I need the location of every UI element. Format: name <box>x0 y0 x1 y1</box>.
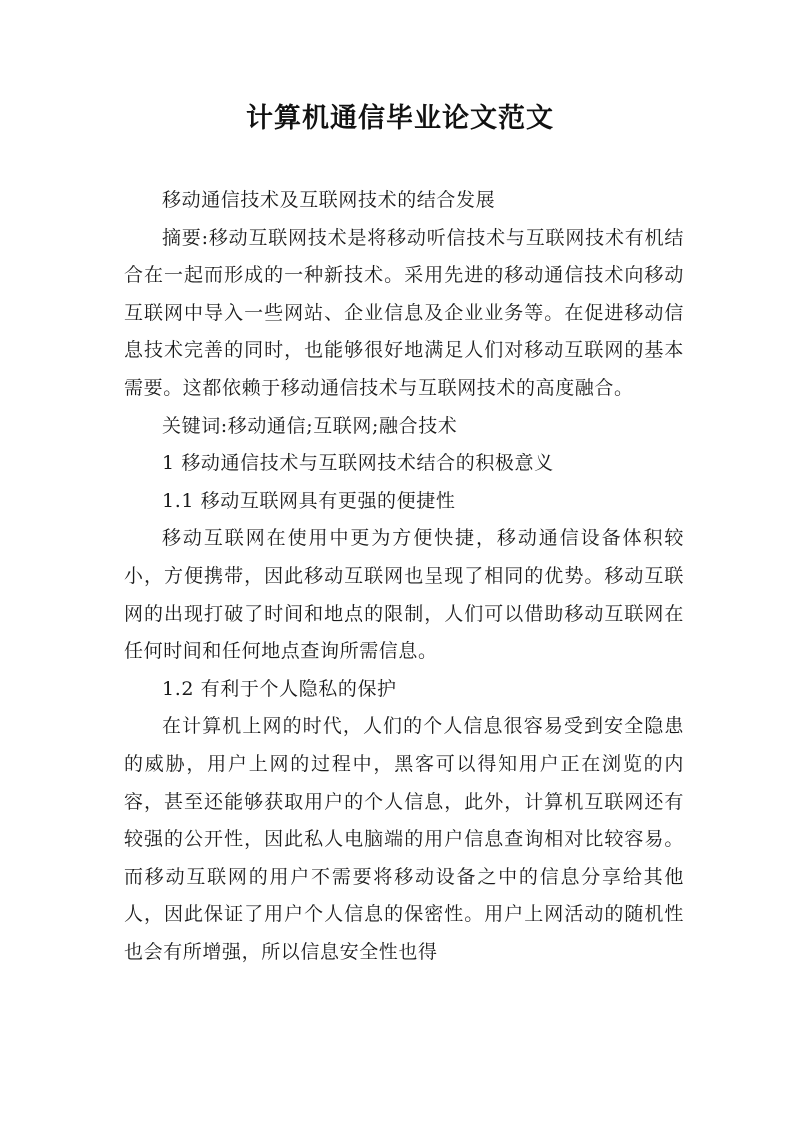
section-heading: 移动通信技术及互联网技术的结合发展 <box>162 189 496 211</box>
heading-1-2: 1.2 有利于个人隐私的保护 <box>162 677 397 700</box>
page-title: 计算机通信毕业论文范文 <box>246 103 554 134</box>
body-paragraph: 移动互联网在使用中更为方便快捷，移动通信设备体积较小，方便携带，因此移动互联网也呈现了相同的优势。移动互联网的出现打破了时间和地点的限制，人们可以借助移动互联网在任何时间和任何地点查询所需信息。 <box>124 527 684 663</box>
abstract-paragraph: 摘要:移动互联网技术是将移动听信技术与互联网技术有机结合在一起而形成的一种新技术。采用先进的移动通信技术向移动互联网中导入一些网站、企业信息及企业业务等。在促进移动信息技术完善的同时，也能够很好地满足人们对移动互联网的基本需要。这都依赖于移动通信技术与互联网技术的高度融合。 <box>124 226 684 399</box>
heading-1: 1 移动通信技术与互联网技术结合的积极意义 <box>162 452 554 475</box>
document-body <box>124 182 684 971</box>
keywords-line: 关键词:移动通信;互联网;融合技术 <box>162 414 458 437</box>
heading-1-1: 1.1 移动互联网具有更强的便捷性 <box>162 489 456 512</box>
body-paragraph: 在计算机上网的时代，人们的个人信息很容易受到安全隐患的威胁，用户上网的过程中，黑客可以得知用户正在浏览的内容，甚至还能够获取用户的个人信息，此外，计算机互联网还有较强的公开性，因此私人电脑端的用户信息查询相对比较容易。而移动互联网的用户不需要将移动设备之中的信息分享给其他人，因此保证了用户个人信息的保密性。用户上网活动的随机性也会有所增强，所以信息安全性也得 <box>124 715 684 963</box>
